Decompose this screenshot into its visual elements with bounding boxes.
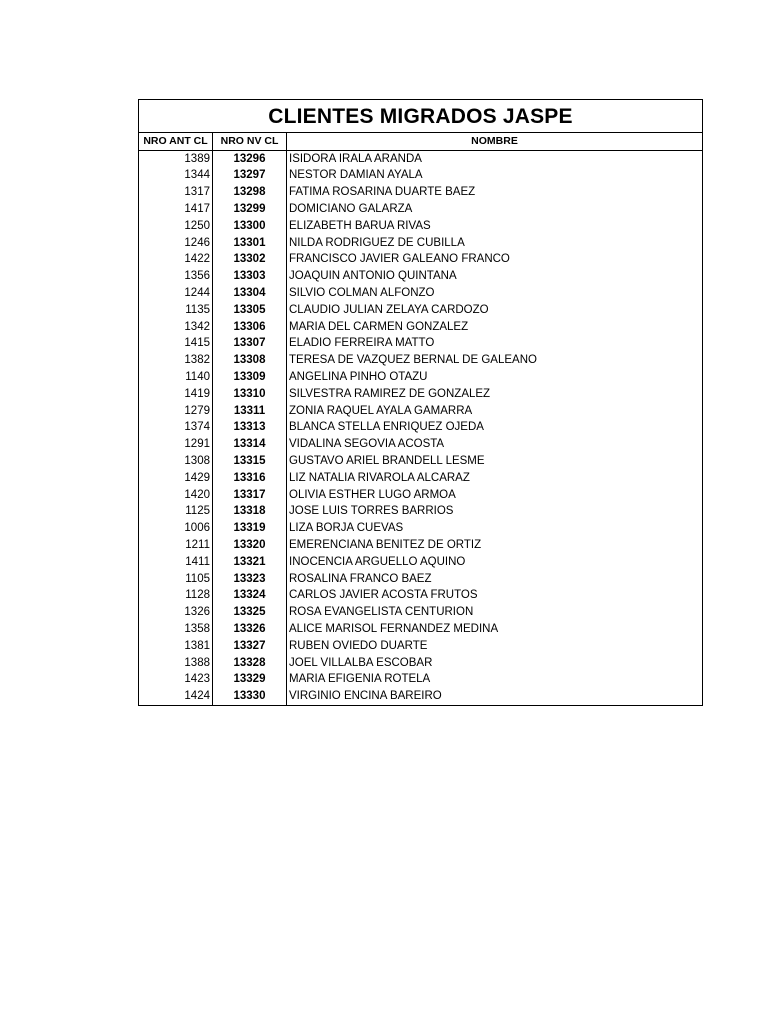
table-row — [139, 554, 703, 571]
old-client-number: 1308 — [139, 453, 213, 470]
table-row — [139, 537, 703, 554]
table-row — [139, 235, 703, 252]
client-name: JOEL VILLALBA ESCOBAR — [287, 655, 703, 672]
table-row — [139, 688, 703, 705]
client-name: FRANCISCO JAVIER GALEANO FRANCO — [287, 252, 703, 269]
column-header-row — [139, 133, 703, 151]
sheet-title: CLIENTES MIGRADOS JASPE — [139, 100, 703, 133]
client-name: ELIZABETH BARUA RIVAS — [287, 218, 703, 235]
old-client-number: 1389 — [139, 150, 213, 167]
client-name: EMERENCIANA BENITEZ DE ORTIZ — [287, 537, 703, 554]
old-client-number: 1411 — [139, 554, 213, 571]
client-name: MARIA EFIGENIA ROTELA — [287, 672, 703, 689]
old-client-number: 1105 — [139, 571, 213, 588]
new-client-number: 13296 — [213, 150, 287, 167]
old-client-number: 1382 — [139, 352, 213, 369]
table-row — [139, 302, 703, 319]
table-row — [139, 571, 703, 588]
client-name: LIZA BORJA CUEVAS — [287, 520, 703, 537]
column-header-name: NOMBRE — [287, 133, 703, 151]
client-name: ROSALINA FRANCO BAEZ — [287, 571, 703, 588]
table-row — [139, 520, 703, 537]
table-row — [139, 150, 703, 167]
old-client-number: 1429 — [139, 470, 213, 487]
new-client-number: 13306 — [213, 319, 287, 336]
table-row — [139, 504, 703, 521]
client-name: SILVIO COLMAN ALFONZO — [287, 285, 703, 302]
table-row — [139, 285, 703, 302]
client-name: ELADIO FERREIRA MATTO — [287, 336, 703, 353]
client-name: SILVESTRA RAMIREZ DE GONZALEZ — [287, 386, 703, 403]
old-client-number: 1250 — [139, 218, 213, 235]
client-name: MARIA DEL CARMEN GONZALEZ — [287, 319, 703, 336]
old-client-number: 1423 — [139, 672, 213, 689]
new-client-number: 13328 — [213, 655, 287, 672]
client-migration-sheet — [138, 99, 702, 706]
table-row — [139, 453, 703, 470]
old-client-number: 1128 — [139, 588, 213, 605]
old-client-number: 1291 — [139, 436, 213, 453]
new-client-number: 13327 — [213, 638, 287, 655]
new-client-number: 13323 — [213, 571, 287, 588]
table-row — [139, 588, 703, 605]
table-row — [139, 218, 703, 235]
old-client-number: 1424 — [139, 688, 213, 705]
table-row — [139, 336, 703, 353]
table-row — [139, 604, 703, 621]
old-client-number: 1342 — [139, 319, 213, 336]
new-client-number: 13319 — [213, 520, 287, 537]
client-name: VIRGINIO ENCINA BAREIRO — [287, 688, 703, 705]
client-name: JOSE LUIS TORRES BARRIOS — [287, 504, 703, 521]
new-client-number: 13303 — [213, 268, 287, 285]
table-row — [139, 470, 703, 487]
new-client-number: 13318 — [213, 504, 287, 521]
new-client-number: 13311 — [213, 403, 287, 420]
client-name: VIDALINA SEGOVIA ACOSTA — [287, 436, 703, 453]
client-name: BLANCA STELLA ENRIQUEZ OJEDA — [287, 420, 703, 437]
table-row — [139, 487, 703, 504]
new-client-number: 13302 — [213, 252, 287, 269]
table-row — [139, 672, 703, 689]
client-name: TERESA DE VAZQUEZ BERNAL DE GALEANO — [287, 352, 703, 369]
old-client-number: 1140 — [139, 369, 213, 386]
old-client-number: 1381 — [139, 638, 213, 655]
client-name: ISIDORA IRALA ARANDA — [287, 150, 703, 167]
table-row — [139, 319, 703, 336]
column-header-new-number: NRO NV CL — [213, 133, 287, 151]
old-client-number: 1417 — [139, 201, 213, 218]
new-client-number: 13316 — [213, 470, 287, 487]
client-name: CARLOS JAVIER ACOSTA FRUTOS — [287, 588, 703, 605]
old-client-number: 1279 — [139, 403, 213, 420]
old-client-number: 1344 — [139, 168, 213, 185]
column-header-old-number: NRO ANT CL — [139, 133, 213, 151]
client-name: INOCENCIA ARGUELLO AQUINO — [287, 554, 703, 571]
table-row — [139, 268, 703, 285]
client-name: OLIVIA ESTHER LUGO ARMOA — [287, 487, 703, 504]
new-client-number: 13297 — [213, 168, 287, 185]
client-name: RUBEN OVIEDO DUARTE — [287, 638, 703, 655]
client-name: NILDA RODRIGUEZ DE CUBILLA — [287, 235, 703, 252]
old-client-number: 1374 — [139, 420, 213, 437]
new-client-number: 13330 — [213, 688, 287, 705]
old-client-number: 1211 — [139, 537, 213, 554]
table-row — [139, 168, 703, 185]
old-client-number: 1326 — [139, 604, 213, 621]
old-client-number: 1317 — [139, 184, 213, 201]
old-client-number: 1422 — [139, 252, 213, 269]
new-client-number: 13309 — [213, 369, 287, 386]
client-name: LIZ NATALIA RIVAROLA ALCARAZ — [287, 470, 703, 487]
new-client-number: 13321 — [213, 554, 287, 571]
table-row — [139, 403, 703, 420]
table-row — [139, 386, 703, 403]
client-name: FATIMA ROSARINA DUARTE BAEZ — [287, 184, 703, 201]
new-client-number: 13317 — [213, 487, 287, 504]
client-name: DOMICIANO GALARZA — [287, 201, 703, 218]
table-row — [139, 184, 703, 201]
new-client-number: 13304 — [213, 285, 287, 302]
table-row — [139, 638, 703, 655]
old-client-number: 1135 — [139, 302, 213, 319]
old-client-number: 1419 — [139, 386, 213, 403]
new-client-number: 13329 — [213, 672, 287, 689]
old-client-number: 1246 — [139, 235, 213, 252]
table-row — [139, 369, 703, 386]
new-client-number: 13313 — [213, 420, 287, 437]
old-client-number: 1415 — [139, 336, 213, 353]
new-client-number: 13305 — [213, 302, 287, 319]
new-client-number: 13308 — [213, 352, 287, 369]
table-row — [139, 436, 703, 453]
client-name: JOAQUIN ANTONIO QUINTANA — [287, 268, 703, 285]
table-row — [139, 252, 703, 269]
client-name: CLAUDIO JULIAN ZELAYA CARDOZO — [287, 302, 703, 319]
new-client-number: 13299 — [213, 201, 287, 218]
client-name: ANGELINA PINHO OTAZU — [287, 369, 703, 386]
old-client-number: 1356 — [139, 268, 213, 285]
new-client-number: 13315 — [213, 453, 287, 470]
client-name: GUSTAVO ARIEL BRANDELL LESME — [287, 453, 703, 470]
table-row — [139, 201, 703, 218]
new-client-number: 13320 — [213, 537, 287, 554]
old-client-number: 1420 — [139, 487, 213, 504]
table-row — [139, 352, 703, 369]
new-client-number: 13324 — [213, 588, 287, 605]
old-client-number: 1125 — [139, 504, 213, 521]
table-row — [139, 420, 703, 437]
client-name: ALICE MARISOL FERNANDEZ MEDINA — [287, 621, 703, 638]
new-client-number: 13314 — [213, 436, 287, 453]
client-name: ZONIA RAQUEL AYALA GAMARRA — [287, 403, 703, 420]
clients-table-body — [139, 150, 703, 705]
new-client-number: 13298 — [213, 184, 287, 201]
new-client-number: 13326 — [213, 621, 287, 638]
client-name: ROSA EVANGELISTA CENTURION — [287, 604, 703, 621]
old-client-number: 1388 — [139, 655, 213, 672]
new-client-number: 13310 — [213, 386, 287, 403]
new-client-number: 13300 — [213, 218, 287, 235]
new-client-number: 13307 — [213, 336, 287, 353]
old-client-number: 1358 — [139, 621, 213, 638]
clients-table — [138, 99, 703, 706]
client-name: NESTOR DAMIAN AYALA — [287, 168, 703, 185]
new-client-number: 13301 — [213, 235, 287, 252]
table-row — [139, 621, 703, 638]
old-client-number: 1244 — [139, 285, 213, 302]
new-client-number: 13325 — [213, 604, 287, 621]
old-client-number: 1006 — [139, 520, 213, 537]
table-row — [139, 655, 703, 672]
